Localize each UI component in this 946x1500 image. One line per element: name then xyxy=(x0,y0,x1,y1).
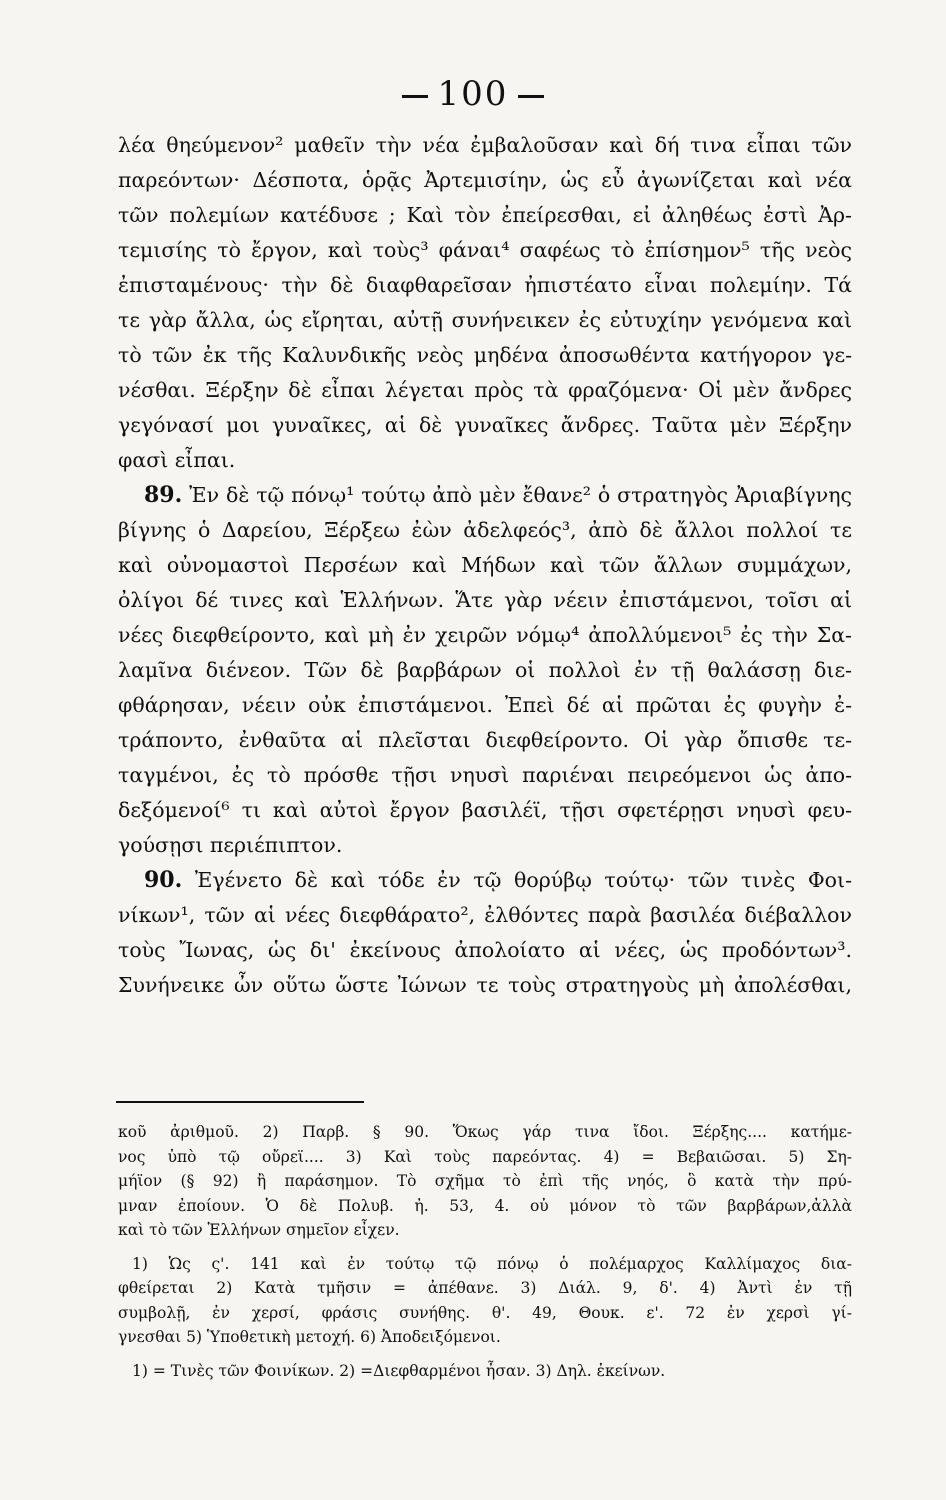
footnotes xyxy=(118,1120,852,1383)
dash-right xyxy=(518,95,544,98)
footnote-line: κοῦ ἀριθμοῦ. 2) Παρβ. § 90. Ὅκως γάρ τινα ἴδοι. Ξέρξης.... κατήμε- xyxy=(118,1123,852,1141)
text-line: ταγμένοι, ἐς τὸ πρόσθε τῇσι νηυσὶ παριέναι πειρεόμενοι ὡς ἀπο- xyxy=(118,763,852,787)
text-line: ὀλίγοι δέ τινες καὶ Ἑλλήνων. Ἅτε γὰρ νέειν ἐπιστάμενοι, τοῖσι αἱ xyxy=(118,588,852,612)
text-line: τὸ τῶν ἐκ τῆς Καλυνδικῆς νεὸς μηδένα ἀποσωθέντα κατήγορον γε- xyxy=(118,343,852,367)
footnote-line: νος ὑπὸ τῷ οὔρεϊ.... 3) Καὶ τοὺς παρεόντας. 4) = Βεβαιῶσαι. 5) Ση- xyxy=(118,1147,852,1166)
footnote-line: συμβολῇ, ἐν χερσί, φράσις συνήθης. θ'. 49, Θουκ. ε'. 72 ἐν χερσὶ γί- xyxy=(118,1303,852,1322)
text-line: παρεόντων· Δέσποτα, ὁρᾷς Ἀρτεμισίην, ὡς εὖ ἀγωνίζεται καὶ νέα xyxy=(118,168,852,192)
text-line: νέσθαι. Ξέρξην δὲ εἶπαι λέγεται πρὸς τὰ φραζόμενα· Οἱ μὲν ἄνδρες xyxy=(118,378,852,402)
main-text xyxy=(118,128,852,1003)
footnote-line: 1) = Τινὲς τῶν Φοινίκων. 2) =Διεφθαρμένοι ἦσαν. 3) Δηλ. ἐκείνων. xyxy=(132,1361,666,1380)
section-number: 90. xyxy=(144,867,183,893)
text-line: νέες διεφθείροντο, καὶ μὴ ἐν χειρῶν νόμῳ⁴ ἀπολλύμενοι⁵ ἐς τὴν Σα- xyxy=(118,623,852,647)
text-line: γούσῃσι περιέπιπτον. xyxy=(118,833,343,857)
footnote-line: μναν ἐποίουν. Ὁ δὲ Πολυβ. ἠ. 53, 4. οὐ μόνον τὸ τῶν βαρβάρων,ἀλλὰ xyxy=(118,1196,852,1215)
text-line: τοὺς Ἴωνας, ὡς δι' ἐκείνους ἀπολοίατο αἱ νέες, ὡς προδόντων³. xyxy=(118,938,852,962)
text-line: φθάρησαν, νέειν οὐκ ἐπιστάμενοι. Ἐπεὶ δέ αἱ πρῶται ἐς φυγὴν ἐ- xyxy=(118,693,852,717)
text-line: τράποντο, ἐνθαῦτα αἱ πλεῖσται διεφθείροντο. Οἱ γὰρ ὄπισθε τε- xyxy=(118,728,852,752)
text-line: ἐπισταμένους· τὴν δὲ διαφθαρεῖσαν ἠπιστέατο εἶναι πολεμίην. Τά xyxy=(118,273,852,297)
dash-left xyxy=(402,95,428,98)
section-90-first-line xyxy=(118,863,852,898)
page-number xyxy=(0,74,946,114)
text-line: γεγόνασί μοι γυναῖκες, αἱ δὲ γυναῖκες ἄνδρες. Ταῦτα μὲν Ξέρξην xyxy=(118,413,852,437)
footnote-line: φθείρεται 2) Κατὰ τμῆσιν = ἀπέθανε. 3) Διάλ. 9, δ'. 4) Ἀντὶ ἐν τῇ xyxy=(118,1279,852,1297)
section-number: 89. xyxy=(144,482,183,508)
section-89-opening: Ἐν δὲ τῷ πόνῳ¹ τούτῳ ἀπὸ μὲν ἔθανε² ὁ στρατηγὸς Ἀριαβίγνης xyxy=(189,483,852,507)
text-line: νίκων¹, τῶν αἱ νέες διεφθάρατο², ἐλθόντες παρὰ βασιλέα διέβαλλον xyxy=(118,903,852,927)
section-89-first-line xyxy=(118,478,852,513)
text-line: δεξόμενοί⁶ τι καὶ αὐτοὶ ἔργον βασιλέϊ, τῇσι σφετέρῃσι νηυσὶ φευ- xyxy=(118,798,852,822)
text-line: φασὶ εἶπαι. xyxy=(118,448,236,472)
text-line: βίγνης ὁ Δαρείου, Ξέρξεω ἐὼν ἀδελφεός³, ἀπὸ δὲ ἄλλοι πολλοί τε xyxy=(118,518,852,542)
footnote-line: μήϊον (§ 92) ἢ παράσημον. Τὸ σχῆμα τὸ ἐπὶ τῆς νηός, ὃ κατὰ τὴν πρύ- xyxy=(118,1172,852,1190)
text-line: Συνήνεικε ὦν οὕτω ὥστε Ἰώνων τε τοὺς στρατηγοὺς μὴ ἀπολέσθαι, xyxy=(118,973,852,997)
text-line: τε γὰρ ἄλλα, ὡς εἴρηται, αὐτῇ συνήνεικεν ἐς εὐτυχίην γενόμενα καὶ xyxy=(118,308,852,332)
text-line: λαμῖνα διένεον. Τῶν δὲ βαρβάρων οἱ πολλοὶ ἐν τῇ θαλάσσῃ διε- xyxy=(118,658,852,682)
section-90-opening: Ἐγένετο δὲ καὶ τόδε ἐν τῷ θορύβῳ τούτῳ· τῶν τινὲς Φοι- xyxy=(194,868,852,892)
text-line: λέα θηεύμενον² μαθεῖν τὴν νέα ἐμβαλοῦσαν καὶ δή τινα εἶπαι τῶν xyxy=(118,133,852,157)
page-number-value: 100 xyxy=(437,74,509,114)
text-line: καὶ οὐνομαστοὶ Περσέων καὶ Μήδων καὶ τῶν ἄλλων συμμάχων, xyxy=(118,553,852,577)
text-line: τεμισίης τὸ ἔργον, καὶ τοὺς³ φάναι⁴ σαφέως τὸ ἐπίσημον⁵ τῆς νεὸς xyxy=(118,238,852,262)
footnote-divider xyxy=(116,1101,364,1103)
footnote-line: καὶ τὸ τῶν Ἑλλήνων σημεῖον εἶχεν. xyxy=(118,1221,400,1239)
text-line: τῶν πολεμίων κατέδυσε ; Καὶ τὸν ἐπείρεσθαι, εἰ ἀληθέως ἐστὶ Ἀρ- xyxy=(118,203,852,227)
footnote-line: γνεσθαι 5) Ὑποθετικὴ μετοχή. 6) Ἀποδειξόμενοι. xyxy=(118,1328,501,1346)
footnote-line: 1) Ὡς ς'. 141 καὶ ἐν τούτῳ τῷ πόνῳ ὁ πολέμαρχος Καλλίμαχος δια- xyxy=(132,1254,852,1273)
